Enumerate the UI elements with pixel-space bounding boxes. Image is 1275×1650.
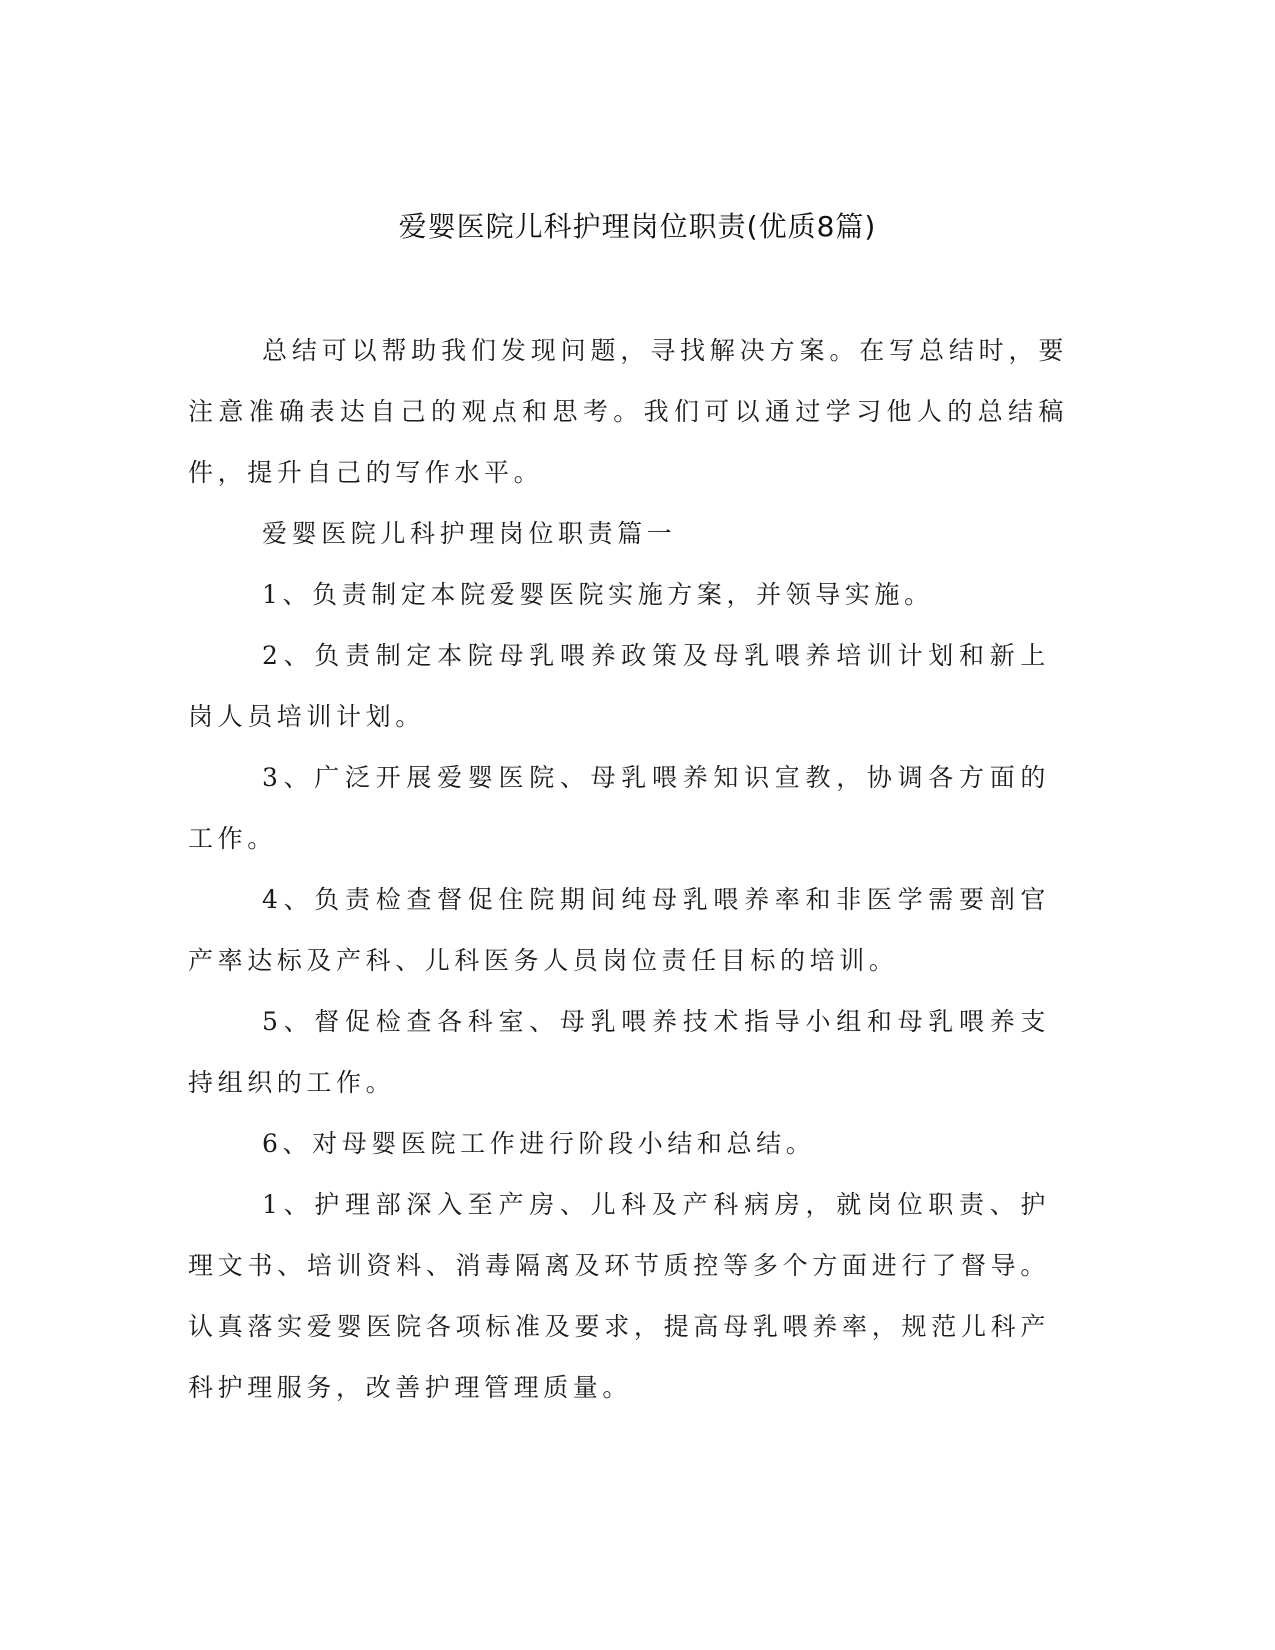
- list-item: 5、督促检查各科室、母乳喂养技术指导小组和母乳喂养支持组织的工作。: [188, 1007, 1050, 1097]
- intro-paragraph: 总结可以帮助我们发现问题，寻找解决方案。在写总结时，要注意准确表达自己的观点和思考。我们可以通过学习他人的总结稿件，提升自己的写作水平。: [188, 336, 1068, 487]
- list-item: 2、负责制定本院母乳喂养政策及母乳喂养培训计划和新上岗人员培训计划。: [188, 641, 1050, 731]
- list-item: 4、负责检查督促住院期间纯母乳喂养率和非医学需要剖官产率达标及产科、儿科医务人员岗位责任目标的培训。: [188, 885, 1050, 975]
- list-item: 3、广泛开展爱婴医院、母乳喂养知识宣教，协调各方面的工作。: [188, 763, 1050, 853]
- document-body: [188, 320, 1068, 1418]
- document-title: 爱婴医院儿科护理岗位职责(优质8篇): [398, 210, 877, 243]
- list-item: 1、负责制定本院爱婴医院实施方案，并领导实施。: [262, 580, 934, 609]
- list-item: 6、对母婴医院工作进行阶段小结和总结。: [262, 1129, 816, 1158]
- section-heading: 爱婴医院儿科护理岗位职责篇一: [262, 519, 677, 548]
- list-item: 1、护理部深入至产房、儿科及产科病房，就岗位职责、护理文书、培训资料、消毒隔离及环节质控等多个方面进行了督导。认真落实爱婴医院各项标准及要求，提高母乳喂养率，规范儿科产科护理服务，改善护理管理质量。: [188, 1190, 1050, 1402]
